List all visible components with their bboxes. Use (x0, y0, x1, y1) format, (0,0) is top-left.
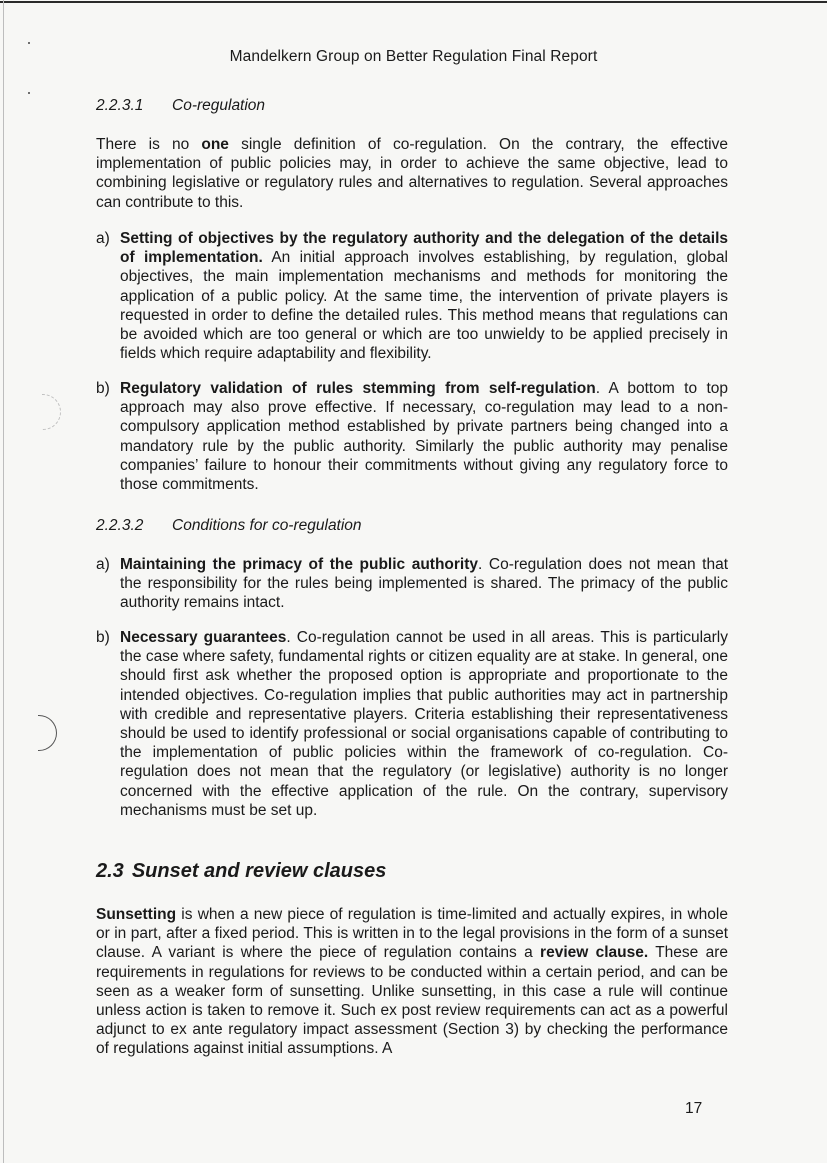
list-item-text: . Co-regulation cannot be used in all areas. This is particularly the case where safety, fundamental rights or citizen equality are at stake. In general, one should first ask whether the proposed option is appropriate and proportionate to the intended objectives. Co-regulation implies that public authorities may act in partnership with credible and representative players. Criteria establishing their representativeness should be used to identify professional or social organisations capable of contributing to the implementation of public policies within the framework of co-regulation. Co-regulation does not mean that the regulatory (or legislative) authority is no longer concerned with the effective application of the rule. On the contrary, supervisory mechanisms must be set up. (120, 629, 729, 819)
list-item (96, 555, 728, 613)
subsection-number: 2.2.3.1 (96, 97, 144, 114)
section-title: Sunset and review clauses (131, 860, 387, 882)
subsection-heading-2-2-3-1 (96, 97, 265, 115)
punch-hole-mark (42, 394, 61, 430)
list-item-lead: Regulatory validation of rules stemming from self-regulation (120, 380, 596, 397)
left-margin-line (3, 0, 4, 1163)
list-marker: a) (96, 556, 110, 573)
list-item (96, 229, 728, 363)
list-item (96, 379, 728, 494)
list-item-text: An initial approach involves establishing, by regulation, global objectives, the main implementation mechanisms and methods for monitoring the application of a public policy. At the same time, the intervention of private players is requested in order to define the detailed rules. This method means that regulations can be avoided which are too general or which are too unwieldy to be applied precisely in fields which require adaptability and flexibility. (120, 249, 728, 363)
subsection-heading-2-2-3-2 (96, 517, 362, 535)
top-border-line (0, 1, 827, 3)
sunsetting-paragraph (96, 905, 728, 1059)
review-clause-text: These are requirements in regulations for reviews to be conducted within a certain period, and can be seen as a weaker form of sunsetting. Unlike sunsetting, in this case a rule will continue unless action is taken to remove it. Such ex post review requirements can act as a powerful adjunct to ex ante regulatory impact assessment (Section 3) by checking the performance of regulations against initial assumptions. A (96, 944, 729, 1058)
scan-speck (28, 92, 30, 94)
scan-speck (28, 42, 30, 44)
sunsetting-term: Sunsetting (96, 906, 177, 923)
subsection-number: 2.2.3.2 (96, 517, 144, 534)
list-marker: b) (96, 629, 110, 646)
intro-emphasis: one (201, 136, 229, 153)
list-item-text: . A bottom to top approach may also prove effective. If necessary, co-regulation may lead to a non-compulsory application method established by private partners being changed into a mandatory rule by the public authority. Similarly the public authority may penalise companies’ failure to honour their commitments without giving any regulatory force to those commitments. (120, 380, 728, 494)
co-regulation-intro-paragraph (96, 135, 728, 212)
punch-hole-mark (38, 715, 57, 751)
running-header: Mandelkern Group on Better Regulation Final Report (229, 48, 598, 65)
list-item-lead: Maintaining the primacy of the public authority (120, 556, 479, 573)
list-marker: b) (96, 380, 110, 397)
subsection-title: Co-regulation (172, 97, 266, 114)
subsection-title: Conditions for co-regulation (172, 517, 362, 534)
section-number: 2.3 (96, 860, 124, 882)
list-item-lead: Setting of objectives by the regulatory authority and the delegation of the details of implementation. (120, 230, 728, 267)
review-clause-term: review clause. (540, 944, 649, 962)
list-marker: a) (96, 230, 110, 247)
list-item-text: . Co-regulation does not mean that the responsibility for the rules being implemented is shared. The primacy of the public authority remains intact. (120, 556, 728, 612)
list-item (96, 628, 728, 820)
intro-text-start: There is no (96, 136, 202, 153)
list-item-lead: Necessary guarantees (120, 629, 287, 646)
sunsetting-text: is when a new piece of regulation is time-limited and actually expires, in whole or in part, after a fixed period. This is written in to the legal provisions in the form of a sunset clause. A variant is where the piece of regulation contains a (96, 906, 728, 962)
page-number: 17 (685, 1100, 703, 1117)
section-heading-2-3 (96, 860, 386, 883)
intro-text-end: single definition of co-regulation. On the contrary, the effective implementation of public policies may, in order to achieve the same objective, lead to combining legislative or regulatory rules and alternatives to regulation. Several approaches can contribute to this. (96, 136, 728, 211)
